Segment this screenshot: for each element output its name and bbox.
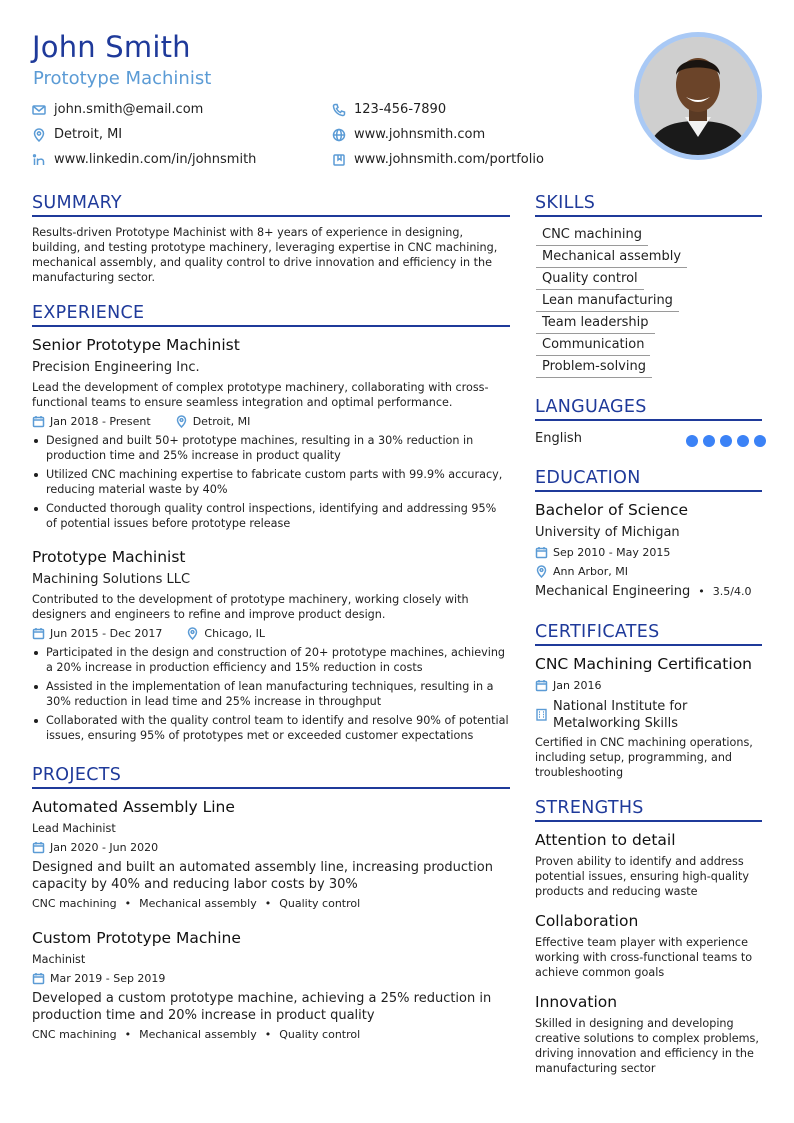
contact-website[interactable] xyxy=(332,127,485,142)
calendar-icon xyxy=(32,841,45,854)
job-company: Machining Solutions LLC xyxy=(32,572,191,587)
strength-name: Collaboration xyxy=(535,912,639,930)
summary-text: Results-driven Prototype Machinist with 8+ years of experience in designing, building, and testing prototype machinery, leveraging expertise in CNC machining, mechanical assembly, and quality control to drive innovation and efficiency in the manufacturing sector. xyxy=(32,226,498,284)
location-text: Detroit, MI xyxy=(54,127,123,142)
education-heading: EDUCATION xyxy=(535,468,641,488)
project-tags: CNC machining • Mechanical assembly • Quality control xyxy=(32,1028,361,1041)
skill-tag: CNC machining xyxy=(536,227,648,246)
skills-divider xyxy=(535,215,762,217)
language-name: English xyxy=(535,431,582,446)
job-meta xyxy=(32,415,250,428)
summary-heading: SUMMARY xyxy=(32,193,122,213)
strength-description: Effective team player with experience working with cross-functional teams to achieve common goals xyxy=(535,936,753,979)
location-pin-icon xyxy=(175,415,188,428)
certificate-description: Certified in CNC machining operations, including setup, programming, and troubleshooting xyxy=(535,736,753,779)
job-description: Lead the development of complex prototype machinery, collaborating with cross-functional teams to ensure seamless integration and optimal performance. xyxy=(32,381,489,409)
education-dates-row xyxy=(535,546,670,559)
certificate-date-row xyxy=(535,679,601,692)
strengths-divider xyxy=(535,820,762,822)
skill-tag: Problem-solving xyxy=(536,359,652,378)
envelope-icon xyxy=(32,103,46,117)
projects-heading: PROJECTS xyxy=(32,765,122,785)
contact-portfolio[interactable] xyxy=(332,152,544,167)
skill-tag: Team leadership xyxy=(536,315,655,334)
tag: Quality control xyxy=(279,897,361,910)
level-dot xyxy=(720,435,732,447)
candidate-name: John Smith xyxy=(32,30,191,64)
project-description: Developed a custom prototype machine, achieving a 25% reduction in production time and 20% increase in product quality xyxy=(32,991,492,1023)
skill-tag: Communication xyxy=(536,337,650,356)
linkedin-text: www.linkedin.com/in/johnsmith xyxy=(54,152,257,167)
job-location: Detroit, MI xyxy=(192,415,251,428)
experience-divider xyxy=(32,325,510,327)
certificate-name: CNC Machining Certification xyxy=(535,655,752,673)
project-name: Automated Assembly Line xyxy=(32,798,235,816)
project-meta xyxy=(32,841,158,854)
strength-name: Innovation xyxy=(535,993,618,1011)
job-meta xyxy=(32,627,265,640)
project-dates: Mar 2019 - Sep 2019 xyxy=(50,972,166,985)
certificates-divider xyxy=(535,644,762,646)
project-role: Lead Machinist xyxy=(32,822,116,835)
calendar-icon xyxy=(535,546,548,559)
tag: Mechanical assembly xyxy=(139,1028,257,1041)
location-pin-icon xyxy=(535,565,548,578)
certificate-date: Jan 2016 xyxy=(553,679,602,692)
education-divider xyxy=(535,490,762,492)
phone-text: 123-456-7890 xyxy=(354,102,447,117)
degree: Bachelor of Science xyxy=(535,501,689,519)
education-field-row: Mechanical Engineering • 3.5/4.0 xyxy=(535,584,752,599)
level-dot xyxy=(703,435,715,447)
list-item: Designed and built 50+ prototype machines, resulting in a 30% reduction in production time and 25% increase in product quality xyxy=(32,433,510,463)
tag: CNC machining xyxy=(32,897,117,910)
email-text: john.smith@email.com xyxy=(54,102,204,117)
projects-divider xyxy=(32,787,510,789)
location-pin-icon xyxy=(32,128,46,142)
skills-heading: SKILLS xyxy=(535,193,596,213)
candidate-role: Prototype Machinist xyxy=(33,68,212,89)
tag: CNC machining xyxy=(32,1028,117,1041)
skill-tag: Quality control xyxy=(536,271,644,290)
job-title: Prototype Machinist xyxy=(32,548,186,566)
job-dates: Jan 2018 - Present xyxy=(50,415,151,428)
job-dates: Jun 2015 - Dec 2017 xyxy=(50,627,163,640)
job-location: Chicago, IL xyxy=(204,627,265,640)
list-item: Utilized CNC machining expertise to fabricate custom parts with 99.9% accuracy, reducing material waste by 40% xyxy=(32,467,510,497)
bookmark-icon xyxy=(332,153,346,167)
profile-photo xyxy=(639,37,757,155)
education-gpa: 3.5/4.0 xyxy=(712,585,752,598)
calendar-icon xyxy=(535,679,548,692)
list-item: Conducted thorough quality control inspections, identifying and addressing 95% of potential issues before prototype release xyxy=(32,501,510,531)
experience-heading: EXPERIENCE xyxy=(32,303,145,323)
phone-icon xyxy=(332,103,346,117)
project-role: Machinist xyxy=(32,953,86,966)
contact-phone[interactable] xyxy=(332,102,446,117)
strength-name: Attention to detail xyxy=(535,831,676,849)
summary-divider xyxy=(32,215,510,217)
level-dot xyxy=(686,435,698,447)
contact-location xyxy=(32,127,122,142)
job-bullets xyxy=(32,645,510,747)
location-pin-icon xyxy=(186,627,199,640)
tag: Quality control xyxy=(279,1028,361,1041)
job-bullets xyxy=(32,433,510,535)
skill-tag: Mechanical assembly xyxy=(536,249,687,268)
website-text: www.johnsmith.com xyxy=(354,127,486,142)
certificate-issuer: National Institute for Metalworking Skills xyxy=(553,699,688,731)
contact-email[interactable] xyxy=(32,102,203,117)
project-dates: Jan 2020 - Jun 2020 xyxy=(50,841,159,854)
language-level xyxy=(686,435,766,447)
strengths-heading: STRENGTHS xyxy=(535,798,644,818)
linkedin-icon xyxy=(32,153,46,167)
education-location-row xyxy=(535,565,628,578)
project-description: Designed and built an automated assembly line, increasing production capacity by 40% and reducing labor costs by 30% xyxy=(32,860,493,892)
list-item: Collaborated with the quality control team to identify and resolve 90% of potential issues, ensuring 95% of prototypes met or exceeded customer expectations xyxy=(32,713,510,743)
strength-description: Skilled in designing and developing creative solutions to complex problems, driving innovation and efficiency in the manufacturing sector xyxy=(535,1017,759,1075)
contact-linkedin[interactable] xyxy=(32,152,256,167)
calendar-icon xyxy=(32,627,45,640)
certificate-issuer-row xyxy=(535,698,723,732)
job-company: Precision Engineering Inc. xyxy=(32,360,200,375)
job-description: Contributed to the development of prototype machinery, working closely with designers and engineers to refine and improve product design. xyxy=(32,593,469,621)
project-tags: CNC machining • Mechanical assembly • Quality control xyxy=(32,897,361,910)
list-item: Participated in the design and construction of 20+ prototype machines, achieving a 20% increase in production efficiency and 15% reduction in costs xyxy=(32,645,510,675)
strength-description: Proven ability to identify and address potential issues, ensuring high-quality products and reducing waste xyxy=(535,855,750,898)
education-dates: Sep 2010 - May 2015 xyxy=(553,546,671,559)
list-item: Assisted in the implementation of lean manufacturing techniques, resulting in a 30% reduction in lead time and 25% increase in throughput xyxy=(32,679,510,709)
building-icon xyxy=(535,708,548,721)
globe-icon xyxy=(332,128,346,142)
level-dot xyxy=(754,435,766,447)
calendar-icon xyxy=(32,415,45,428)
certificates-heading: CERTIFICATES xyxy=(535,622,660,642)
portfolio-text: www.johnsmith.com/portfolio xyxy=(354,152,544,167)
skill-tag: Lean manufacturing xyxy=(536,293,679,312)
education-location: Ann Arbor, MI xyxy=(553,565,628,578)
school: University of Michigan xyxy=(535,525,680,540)
level-dot xyxy=(737,435,749,447)
tag: Mechanical assembly xyxy=(139,897,257,910)
project-meta xyxy=(32,972,165,985)
languages-heading: LANGUAGES xyxy=(535,397,647,417)
project-name: Custom Prototype Machine xyxy=(32,929,241,947)
languages-divider xyxy=(535,419,762,421)
education-field: Mechanical Engineering xyxy=(535,584,691,599)
job-title: Senior Prototype Machinist xyxy=(32,336,240,354)
calendar-icon xyxy=(32,972,45,985)
